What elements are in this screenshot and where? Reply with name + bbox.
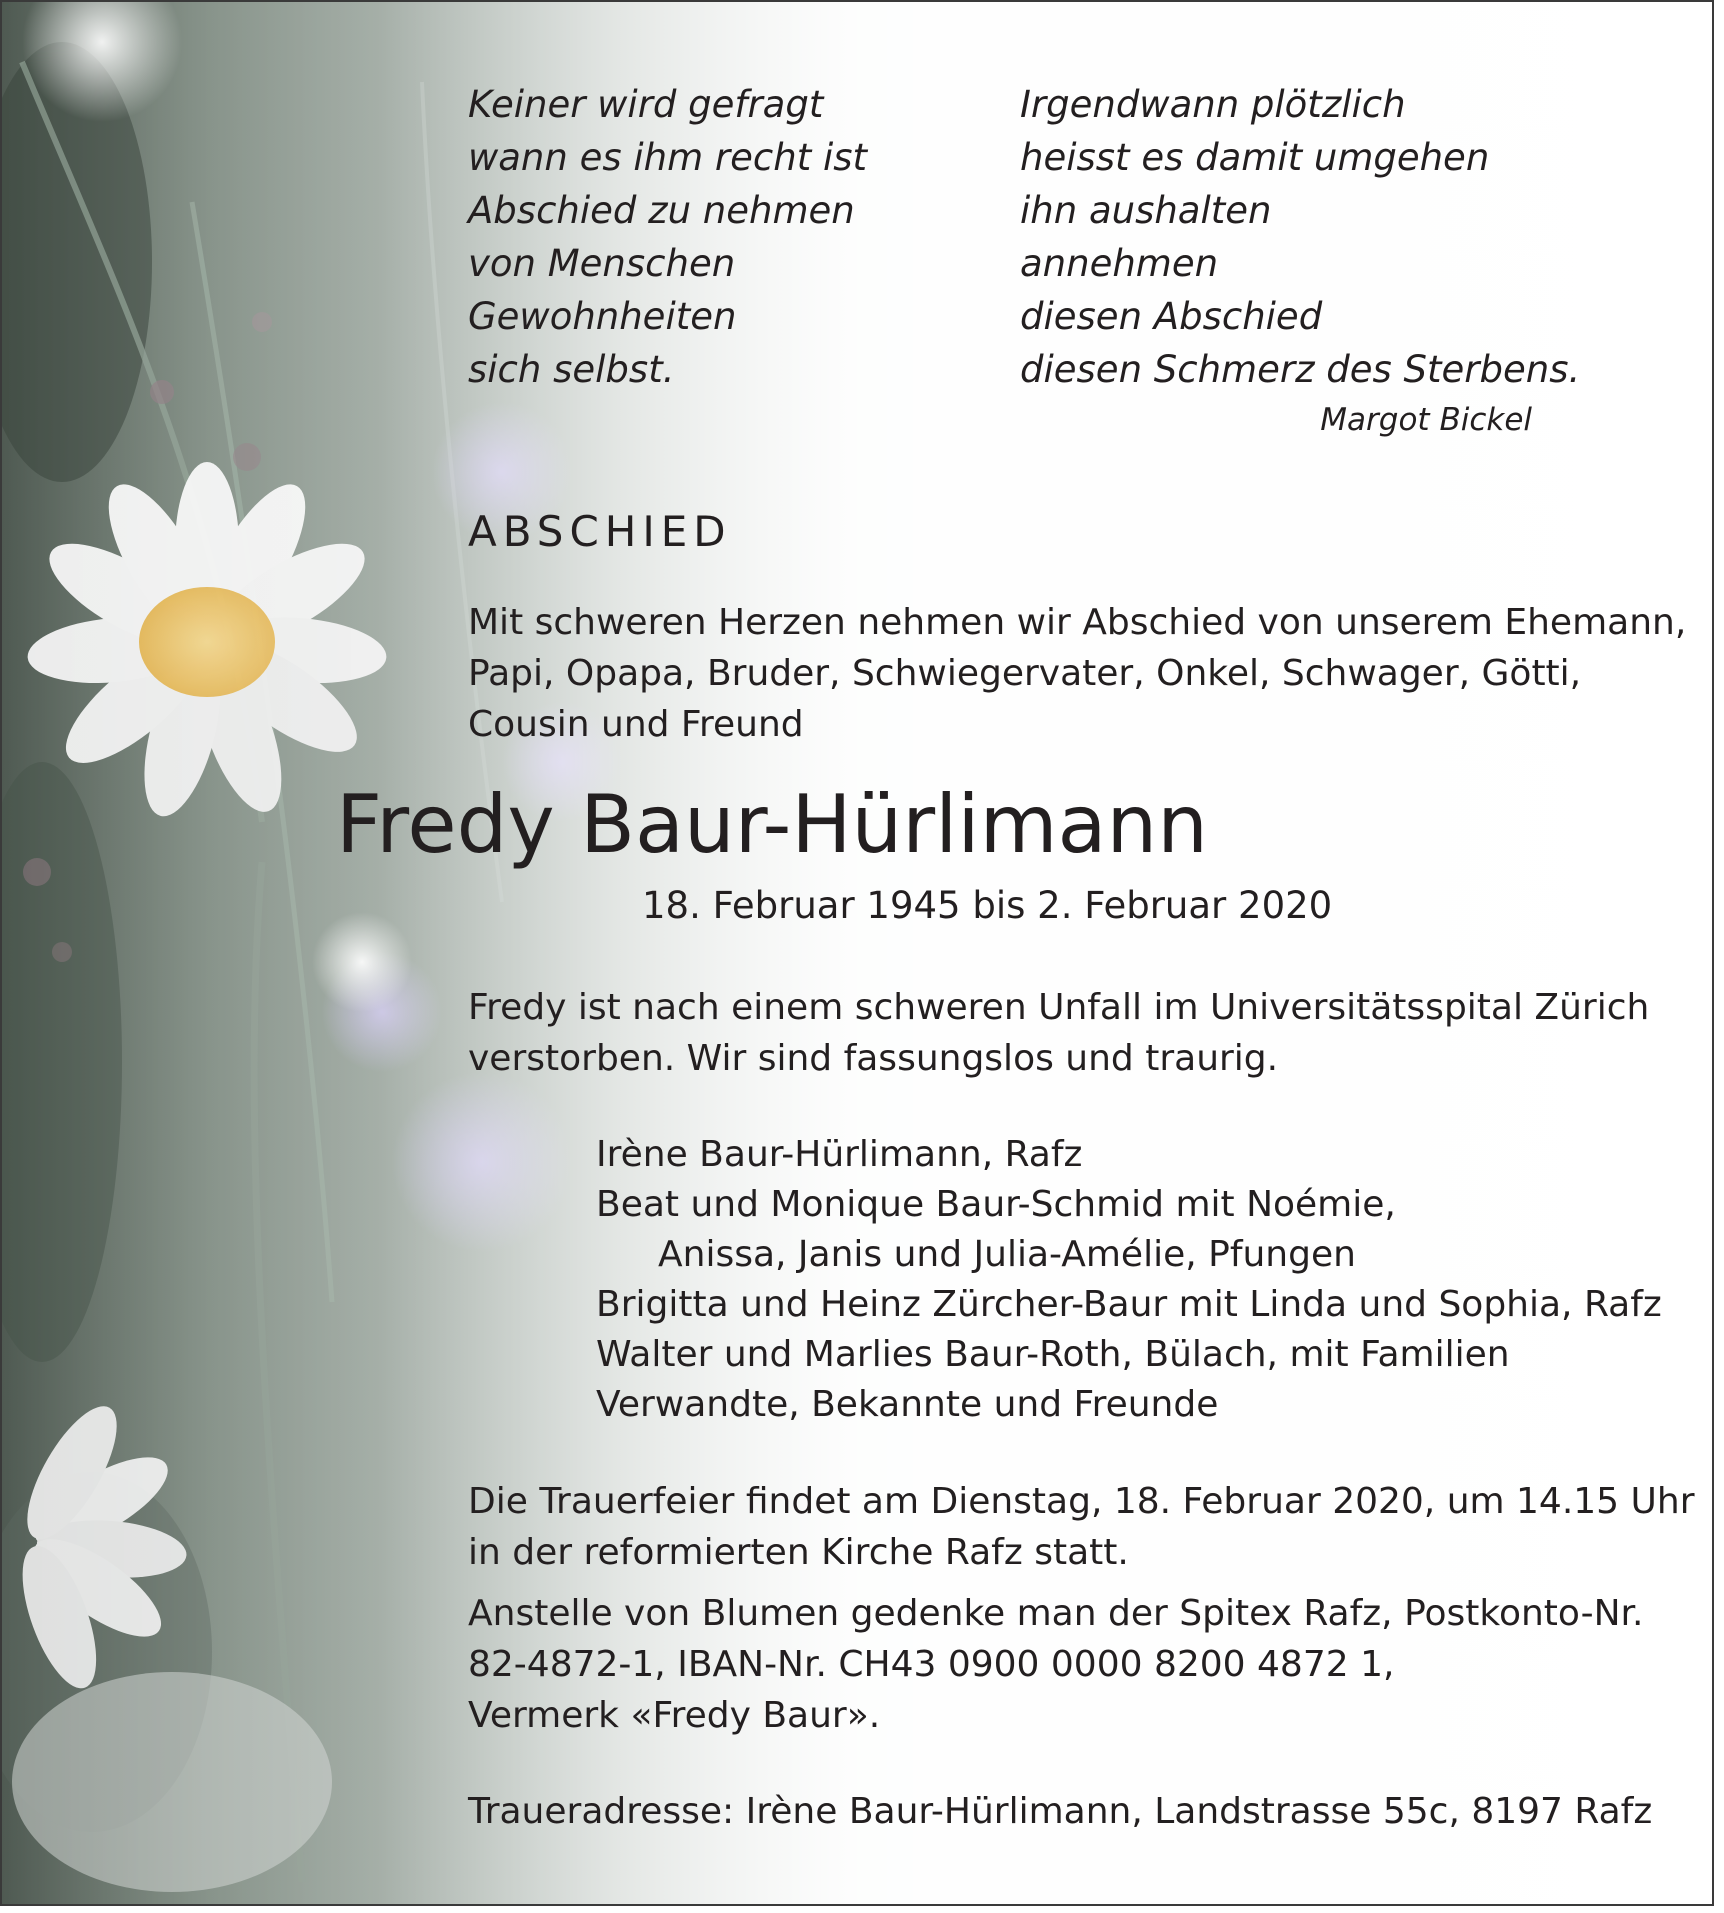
poem-line: Abschied zu nehmen [468, 189, 855, 232]
mourner-entry: Anissa, Janis und Julia-Amélie, Pfungen [658, 1234, 1356, 1275]
mourner-entry: Brigitta und Heinz Zürcher-Baur mit Linda und Sophia, Rafz [596, 1284, 1662, 1325]
mourner-entry: Walter und Marlies Baur-Roth, Bülach, mit Familien [596, 1334, 1510, 1375]
paragraph-line: in der reformierten Kirche Rafz statt. [468, 1532, 1129, 1573]
poem-line: von Menschen [468, 242, 736, 285]
donation-paragraph [468, 1588, 1643, 1741]
poem-line: diesen Abschied [1020, 295, 1323, 338]
poem-line: Gewohnheiten [468, 295, 737, 338]
poem-line: sich selbst. [468, 348, 675, 391]
life-dates: 18. Februar 1945 bis 2. Februar 2020 [642, 884, 1333, 927]
death-circumstances-paragraph [468, 982, 1649, 1084]
mourner-entry: Verwandte, Bekannte und Freunde [596, 1384, 1219, 1425]
notice-heading: ABSCHIED [468, 507, 732, 556]
mourners-list [596, 1130, 1662, 1430]
poem-line: wann es ihm recht ist [468, 136, 868, 179]
poem-line: Keiner wird gefragt [468, 83, 824, 126]
address-line: Traueradresse: Irène Baur-Hürlimann, Landstrasse 55c, 8197 Rafz [468, 1791, 1653, 1832]
poem-right-column [1020, 78, 1580, 396]
paragraph-line: Vermerk «Fredy Baur». [468, 1695, 881, 1736]
mourner-entry: Beat und Monique Baur-Schmid mit Noémie, [596, 1184, 1396, 1225]
funeral-service-paragraph [468, 1476, 1695, 1578]
notice-content [2, 2, 1714, 1906]
deceased-name: Fredy Baur-Hürlimann [336, 778, 1208, 871]
mourning-address [468, 1786, 1652, 1837]
intro-line: Papi, Opapa, Bruder, Schwiegervater, Onkel, Schwager, Götti, [468, 653, 1582, 694]
poem-line: Irgendwann plötzlich [1020, 83, 1406, 126]
intro-paragraph [468, 597, 1686, 750]
paragraph-line: Anstelle von Blumen gedenke man der Spitex Rafz, Postkonto-Nr. [468, 1593, 1644, 1634]
intro-line: Cousin und Freund [468, 704, 804, 745]
paragraph-line: verstorben. Wir sind fassungslos und traurig. [468, 1038, 1279, 1079]
poem-line: ihn aushalten [1020, 189, 1272, 232]
paragraph-line: Fredy ist nach einem schweren Unfall im Universitätsspital Zürich [468, 987, 1650, 1028]
poem-author: Margot Bickel [1320, 402, 1532, 438]
poem-left-column [468, 78, 867, 396]
mourner-entry: Irène Baur-Hürlimann, Rafz [596, 1134, 1083, 1175]
paragraph-line: Die Trauerfeier findet am Dienstag, 18. Februar 2020, um 14.15 Uhr [468, 1481, 1695, 1522]
intro-line: Mit schweren Herzen nehmen wir Abschied von unserem Ehemann, [468, 602, 1687, 643]
poem-line: heisst es damit umgehen [1020, 136, 1490, 179]
poem-line: diesen Schmerz des Sterbens. [1020, 348, 1581, 391]
paragraph-line: 82-4872-1, IBAN-Nr. CH43 0900 0000 8200 4872 1, [468, 1644, 1395, 1685]
poem-line: annehmen [1020, 242, 1219, 285]
